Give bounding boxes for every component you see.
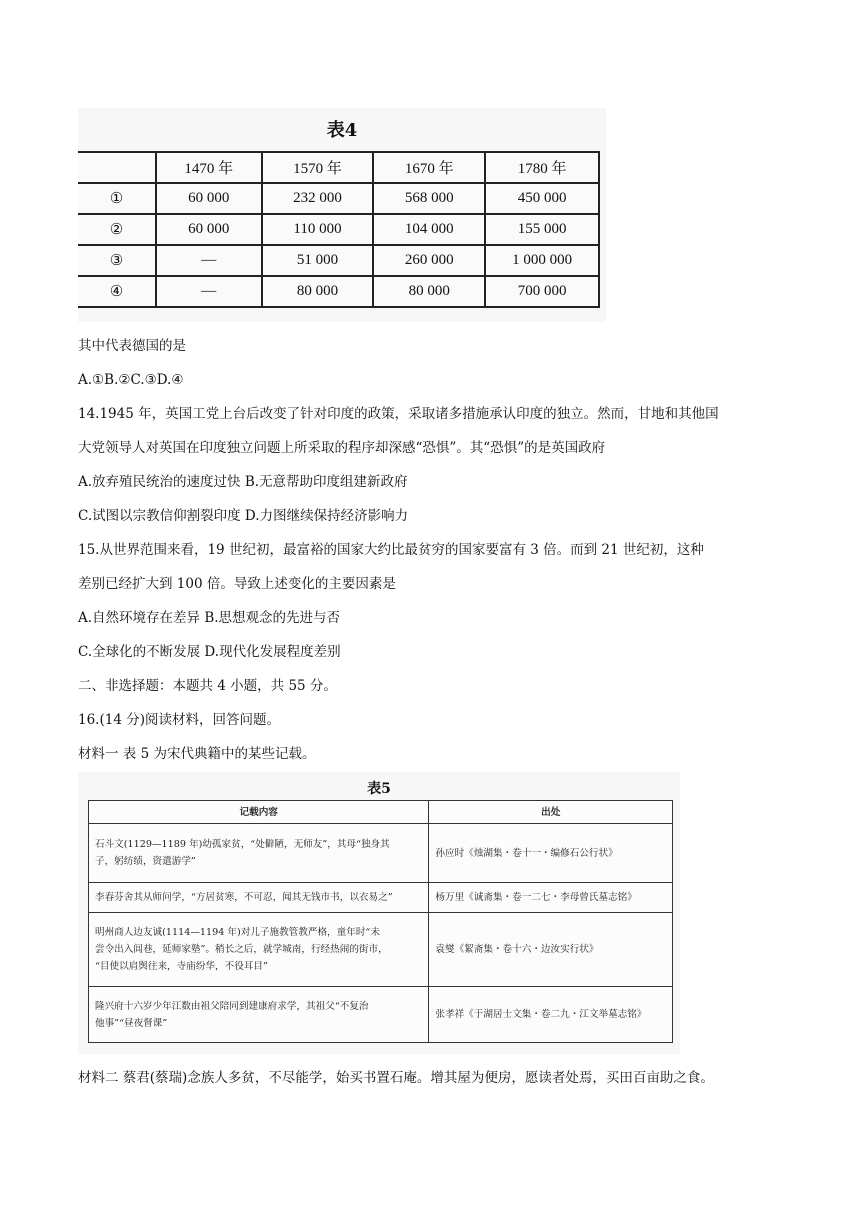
question-14-stem-line-1: 14.1945 年，英国工党上台后改变了针对印度的政策，采取诸多措施承认印度的独立。然而，甘地和其他国	[78, 406, 719, 422]
table4-row-label: ①	[78, 183, 156, 214]
question-15-stem-line-1: 15.从世界范围来看，19 世纪初，最富裕的国家大约比最贫穷的国家要富有 3 倍。而到 21 世纪初，这种	[78, 542, 704, 558]
table5-source-cell: 袁燮《絜斋集・卷十六・边汝实行状》	[429, 913, 673, 987]
table4-cell: 700 000	[485, 276, 599, 307]
section-two-heading: 二、非选择题：本题共 4 小题，共 55 分。	[78, 678, 337, 694]
table4-cell: 80 000	[262, 276, 374, 307]
table5-row	[89, 824, 673, 883]
table4-figure	[78, 108, 606, 322]
question-15-stem-line-2: 差别已经扩大到 100 倍。导致上述变化的主要因素是	[78, 576, 396, 592]
table4-cell: 450 000	[485, 183, 599, 214]
table5-content-line: 李春芬舍其从师问学，“方居贫寒，不可忍，闻其无钱市书，以衣易之”	[95, 892, 393, 903]
table5-figure	[78, 772, 680, 1054]
table4-header-cell: 1470 年	[156, 152, 262, 183]
table4-cell: 51 000	[262, 245, 374, 276]
table5-source-cell: 张孝祥《于湖居士文集・卷二九・江文举墓志铭》	[429, 987, 673, 1043]
table5	[88, 800, 673, 1043]
table4-cell: 60 000	[156, 183, 262, 214]
table5-content-line: 隆兴府十六岁少年江数由祖父陪同到建康府求学，其祖父“不复治	[95, 1000, 369, 1012]
table4-header-cell: 1570 年	[262, 152, 374, 183]
table5-content-cell	[89, 987, 429, 1043]
question-13-options: A.①B.②C.③D.④	[78, 372, 184, 388]
table4-cell: 110 000	[262, 214, 374, 245]
table4-header-cell	[78, 152, 156, 183]
table4-cell: —	[156, 276, 262, 307]
table5-header-row	[89, 801, 673, 824]
material-two-text: 材料二 蔡君(蔡瑞)念族人多贫，不尽能学，始买书置石庵。增其屋为便房，愿读者处焉，买田百亩助之食。	[78, 1070, 714, 1086]
table4-cell: 80 000	[373, 276, 485, 307]
table5-header-cell: 出处	[429, 801, 673, 824]
question-15-options-ab: A.自然环境存在差异 B.思想观念的先进与否	[78, 610, 341, 626]
table4-row	[78, 214, 599, 245]
table5-content-cell	[89, 913, 429, 987]
table4-title: 表4	[326, 120, 358, 141]
table4-row	[78, 183, 599, 214]
table4-cell: 155 000	[485, 214, 599, 245]
table4-row	[78, 245, 599, 276]
table5-content-line: 明州商人边友诚(1114—1194 年)对儿子施教管教严格，童年时“未	[95, 927, 380, 938]
table4-header-cell: 1670 年	[373, 152, 485, 183]
table4-cell: 1 000 000	[485, 245, 599, 276]
table4-cell: —	[156, 245, 262, 276]
table5-content-line: “目使以肩舆往来，寺庙纷华，不役耳目”	[95, 961, 268, 972]
table4-cell: 60 000	[156, 214, 262, 245]
question-14-stem-line-2: 大党领导人对英国在印度独立问题上所采取的程序却深感“恐惧”。其“恐惧”的是英国政府	[78, 440, 606, 456]
table4-cell: 568 000	[373, 183, 485, 214]
table4-cell: 104 000	[373, 214, 485, 245]
question-14-options-cd: C.试图以宗教信仰割裂印度 D.力图继续保持经济影响力	[78, 508, 409, 524]
table5-content-cell	[89, 824, 429, 883]
table5-source-cell: 杨万里《诚斋集・卷一二七・李母曾氏墓志铭》	[429, 883, 673, 913]
question-14-options-ab: A.放弃殖民统治的速度过快 B.无意帮助印度组建新政府	[78, 474, 408, 490]
table5-row	[89, 913, 673, 987]
table5-row	[89, 987, 673, 1043]
table4-row-label: ②	[78, 214, 156, 245]
table4-row	[78, 276, 599, 307]
table4	[78, 151, 600, 308]
table5-content-line: 尝令出入闾巷，延师家塾”。稍长之后，就学城南，行经热闹的街市，	[95, 944, 388, 955]
table4-row-label: ③	[78, 245, 156, 276]
question-16-heading: 16.(14 分)阅读材料，回答问题。	[78, 712, 280, 728]
table4-row-label: ④	[78, 276, 156, 307]
question-15-options-cd: C.全球化的不断发展 D.现代化发展程度差别	[78, 644, 341, 660]
table4-header-row	[78, 152, 599, 183]
table5-source-cell: 孙应时《烛湖集・卷十一・编修石公行状》	[429, 824, 673, 883]
table5-content-line: 石斗文(1129—1189 年)幼孤家贫，“处僻陋，无师友”，其母“独身其	[95, 839, 390, 850]
table5-row	[89, 883, 673, 913]
table5-content-cell	[89, 883, 429, 913]
question-13-prompt: 其中代表德国的是	[78, 338, 186, 354]
table4-header-cell: 1780 年	[485, 152, 599, 183]
table5-content-line: 子，躬纺绩，资遣游学”	[95, 856, 196, 867]
material-one-intro: 材料一 表 5 为宋代典籍中的某些记载。	[78, 746, 316, 762]
table5-title: 表5	[367, 781, 391, 797]
table5-content-line: 他事”“昼夜督课”	[95, 1017, 168, 1029]
table4-cell: 260 000	[373, 245, 485, 276]
table4-cell: 232 000	[262, 183, 374, 214]
table5-header-cell: 记载内容	[89, 801, 429, 824]
